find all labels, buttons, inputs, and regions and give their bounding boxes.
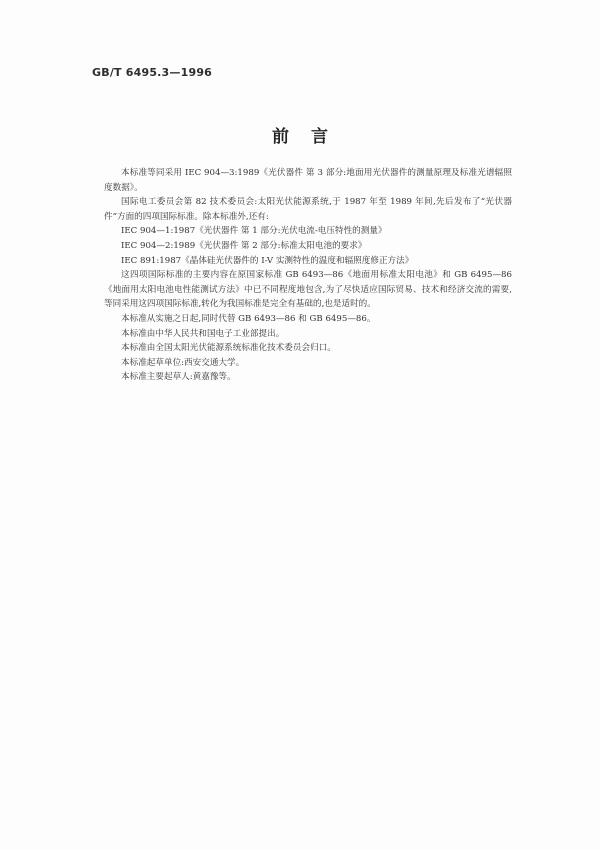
list-item-iec-904-1: IEC 904—1:1987《光伏器件 第 1 部分:光伏电流-电压特性的测量》 (121, 226, 387, 237)
document-body (104, 166, 512, 385)
paragraph-adoption: 本标准等同采用 IEC 904—3:1989《光伏器件 第 3 部分:地面用光伏器件的测量原理及标准光谱辐照度数据》。 (104, 168, 512, 193)
paragraph-drafting-unit: 本标准起草单位:西安交通大学。 (121, 357, 245, 368)
list-item-iec-904-2: IEC 904—2:1989《光伏器件 第 2 部分:标准太阳电池的要求》 (121, 240, 367, 251)
paragraph-replacement: 本标准从实施之日起,同时代替 GB 6493—86 和 GB 6495—86。 (121, 313, 376, 324)
paragraph-conversion-rationale: 这四项国际标准的主要内容在原国家标准 GB 6493—86《地面用标准太阳电池》和 GB 6495—86《地面用太阳电池电性能测试方法》中已不同程度地包含,为了尽快适应国际贸易、技术和经济交流的需要,等同采用这四项国际标准,转化为我国标准是完全有基础的,也是适时的。 (104, 270, 512, 310)
standard-code-header: GB/T 6495.3—1996 (92, 66, 213, 79)
paragraph-drafters: 本标准主要起草人:黄嘉豫等。 (121, 372, 236, 383)
paragraph-proposer: 本标准由中华人民共和国电子工业部提出。 (121, 328, 285, 339)
page-title: 前言 (272, 127, 350, 147)
paragraph-committee: 本标准由全国太阳光伏能源系统标准化技术委员会归口。 (121, 343, 336, 354)
list-item-iec-891: IEC 891:1987《晶体硅光伏器件的 I-V 实测特性的温度和辐照度修正方法》 (121, 255, 414, 266)
paragraph-iec-background: 国际电工委员会第 82 技术委员会:太阳光伏能源系统,于 1987 年至 1989 年间,先后发布了“光伏器件”方面的四项国际标准。除本标准外,还有: (104, 197, 512, 222)
